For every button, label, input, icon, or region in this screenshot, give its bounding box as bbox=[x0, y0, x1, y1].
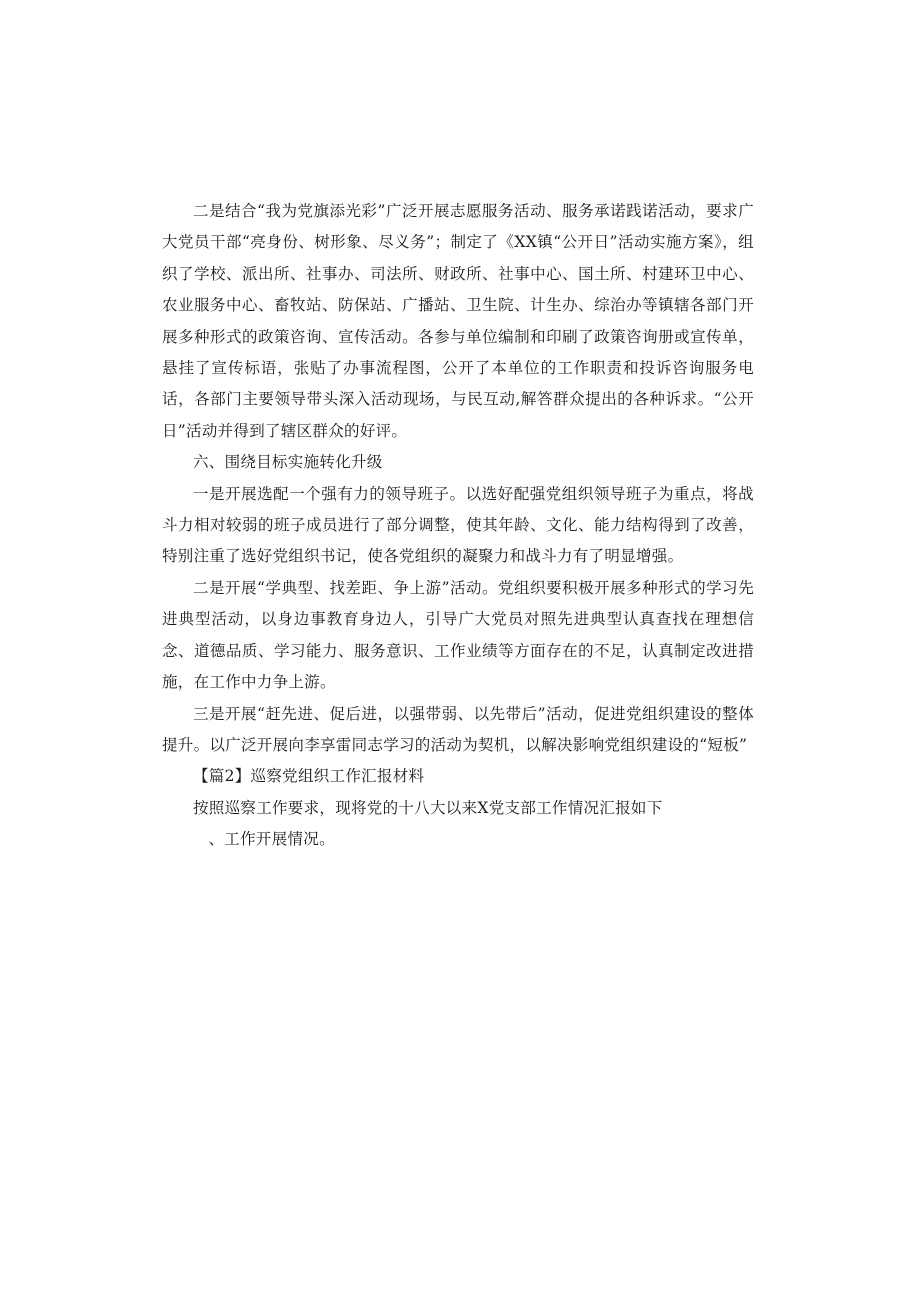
document-body bbox=[162, 196, 754, 856]
paragraph-leadership-team: 一是开展选配一个强有力的领导班子。以选好配强党组织领导班子为重点，将战斗力相对较弱的班子成员进行了部分调整，使其年龄、文化、能力结构得到了改善，特别注重了选好党组织书记，使各党组织的凝聚力和战斗力有了明显增强。 bbox=[162, 484, 754, 566]
paragraph-volunteer-activities: 二是结合“我为党旗添光彩”广泛开展志愿服务活动、服务承诺践诺活动，要求广大党员干部“亮身份、树形象、尽义务”；制定了《XX镇“公开日”活动实施方案》，组织了学校、派出所、社事办、司法所、财政所、社事中心、国土所、村建环卫中心、农业服务中心、畜牧站、防保站、广播站、卫生院、计生办、综治办等镇辖各部门开展多种形式的政策咨询、宣传活动。各参与单位编制和印刷了政策咨询册或宣传单，悬挂了宣传标语，张贴了办事流程图，公开了本单位的工作职责和投诉咨询服务电话，各部门主要领导带头深入活动现场，与民互动,解答群众提出的各种诉求。“公开日”活动并得到了辖区群众的好评。 bbox=[162, 202, 754, 440]
section-title-part2: 【篇2】巡察党组织工作汇报材料 bbox=[193, 767, 425, 786]
paragraph-report-intro: 按照巡察工作要求，现将党的十八大以来X党支部工作情况汇报如下 bbox=[193, 798, 663, 817]
paragraph-catch-up-activity: 三是开展“赶先进、促后进，以强带弱、以先带后”活动，促进党组织建设的整体提升。以广泛开展向李享雷同志学习的活动为契机，以解决影响党组织建设的“短板” bbox=[162, 704, 754, 754]
paragraph-learn-models: 二是开展“学典型、找差距、争上游”活动。党组织要积极开展多种形式的学习先进典型活动，以身边事教育身边人，引导广大党员对照先进典型认真查找在理想信念、道德品质、学习能力、服务意识、工作业绩等方面存在的不足，认真制定改进措施，在工作中力争上游。 bbox=[162, 578, 754, 692]
section-heading-six: 六、围绕目标实施转化升级 bbox=[193, 453, 383, 472]
paragraph-work-status: 、工作开展情况。 bbox=[208, 830, 335, 849]
